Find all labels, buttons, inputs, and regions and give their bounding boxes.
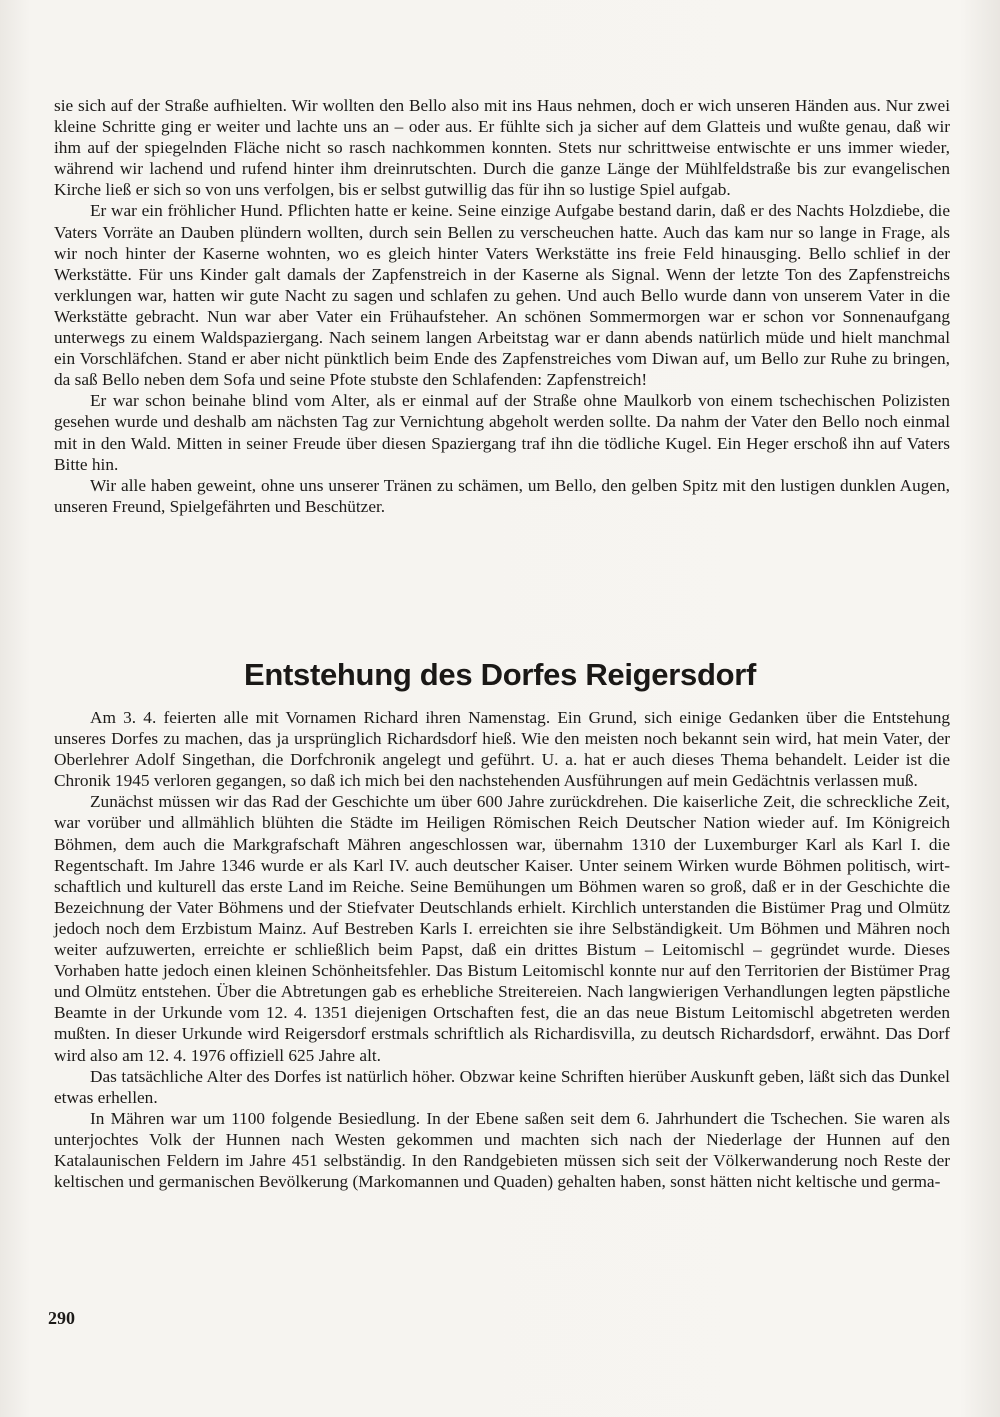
article-title: Entstehung des Dorfes Reigersdorf bbox=[243, 657, 756, 692]
story-paragraph-1: sie sich auf der Straße aufhielten. Wir wollten den Bello also mit ins Haus nehmen, doch er wich unseren Händen aus. Nur zwei kleine Schritte ging er weiter und lachte uns an – oder aus. Er fühlte sich ja sicher auf dem Glatteis und wußte genau, daß wir ihm auf der spiegelnden Fläche nicht so rasch nachkommen konnten. Stets nur schrittweise entwischte er uns immer wieder, während wir lachend und rufend hinter ihm dreinrutschten. Durch die ganze Länge der Mühlfeldstraße bis zur evangelischen Kirche ließ er sich so von uns verfolgen, bis er selbst gutwillig das für ihn so lustige Spiel aufgab. bbox=[54, 96, 950, 200]
article-paragraph-4: In Mähren war um 1100 folgende Besiedlung. In der Ebene saßen seit dem 6. Jahrhundert die Tschechen. Sie waren als unterjochtes Volk der Hunnen nach Westen gekommen und machten sich nach der Niederlage der Hunnen auf den Katalaunischen Feldern im Jahre 451 selbständig. In den Randgebieten müssen sich seit der Völkerwanderung noch Reste der keltischen und germanischen Bevölkerung (Markomannen und Quaden) gehalten haben, sonst hätten nicht keltische und germa- bbox=[54, 1108, 950, 1192]
story-paragraph-4: Wir alle haben geweint, ohne uns unserer Tränen zu schämen, um Bello, den gelben Spitz mit den lustigen dunklen Augen, unseren Freund, Spielgefährten und Beschützer. bbox=[54, 475, 950, 516]
article-paragraph-1: Am 3. 4. feierten alle mit Vornamen Richard ihren Namenstag. Ein Grund, sich einige Gedanken über die Entstehung unseres Dorfes zu machen, das ja ursprünglich Richardsdorf hieß. Wie den meisten noch bekannt sein wird, hat mein Vater, der Oberlehrer Adolf Singethan, die Dorfchronik angelegt und geführt. U. a. hat er auch dieses Thema behandelt. Leider ist die Chronik 1945 verloren gegangen, so daß ich mich bei den nachstehenden Ausführungen auf mein Gedächtnis verlassen muß. bbox=[54, 708, 950, 791]
page-number: 290 bbox=[48, 1308, 75, 1328]
story-paragraph-2: Er war ein fröhlicher Hund. Pflichten hatte er keine. Seine einzige Aufgabe bestand darin, daß er des Nachts Holzdiebe, die Vaters Vorräte an Dauben plündern wollten, durch sein Bellen zu verscheuchen hatte. Auch das kam nur so lange in Frage, als wir noch hinter der Kaserne wohnten, wo es gleich hinter Vaters Werkstätte ins freie Feld hinausging. Bello schlief in der Werkstätte. Für uns Kinder galt damals der Zapfenstreich in der Kaserne als Signal. Wenn der letzte Ton des Zapfenstreichs verklungen war, hatten wir gute Nacht zu sagen und schlafen zu gehen. Und auch Bello wurde dann von unserem Vater in die Werkstätte gebracht. Nun war aber Vater ein Frühaufsteher. An schönen Sommermorgen war er schon vor Sonnenaufgang unterwegs zu einem Waldspaziergang. Nach seinem langen Arbeitstag war er dann abends natürlich müde und hielt manchmal ein Vorschläfchen. Stand er aber nicht pünktlich beim Ende des Zapfenstreiches vom Diwan auf, um Bello zur Ruhe zu bringen, da saß Bello neben dem Sofa und seine Pfote stubste den Schlafenden: Zapfenstreich! bbox=[54, 201, 950, 390]
story-paragraph-3: Er war schon beinahe blind vom Alter, als er einmal auf der Straße ohne Maulkorb von einem tschechischen Polizisten gesehen wurde und deshalb am nächsten Tag zur Vernichtung abgeholt werden sollte. Da nahm der Vater den Bello noch einmal mit in den Wald. Mitten in seiner Freude über diesen Spaziergang traf ihn die tödliche Kugel. Ein Heger erschoß ihn auf Vaters Bitte hin. bbox=[54, 391, 950, 474]
article-text bbox=[54, 707, 950, 1192]
article-paragraph-2: Zunächst müssen wir das Rad der Geschichte um über 600 Jahre zurückdrehen. Die kaiserliche Zeit, die schreckliche Zeit, war vorüber und allmählich blühten die Städte im Heiligen Römischen Reich Deutscher Nation wieder auf. Im Königreich Böhmen, dem auch die Markgrafschaft Mähren angeschlossen war, übernahm 1310 der Luxemburger Karl als Karl I. die Regentschaft. Im Jahre 1346 wurde er als Karl IV. auch deutscher Kaiser. Unter seinem Wirken wurde Böhmen politisch, wirtschaftlich und kulturell das erste Land im Reiche. Seine Bemühungen um Böhmen waren so groß, daß er in der Geschichte die Bezeichnung der Vater Böhmens und der Stiefvater Deutschlands erhielt. Kirchlich unterstanden die Bistümer Prag und Olmütz jedoch noch dem Erzbistum Mainz. Auf Bestreben Karls I. erreichten sie ihre Selbständigkeit. Um Böhmen und Mähren noch weiter aufzuwerten, erreichte er schließlich beim Papst, daß ein drittes Bistum – Leitomischl – gegründet wurde. Dieses Vorhaben hatte jedoch einen kleinen Schönheitsfehler. Das Bistum Leitomischl konnte nur auf den Territorien der Bistümer Prag und Olmütz entstehen. Über die Abtretungen gab es erhebliche Streitereien. Nach langwierigen Verhandlungen legten päpstliche Beamte in der Urkunde vom 12. 4. 1351 diejenigen Ortschaften fest, die an das neue Bistum Leitomischl abgetreten werden mußten. In dieser Urkunde wird Reigersdorf erstmals schriftlich als Richardisvilla, zu deutsch Richardsdorf, erwähnt. Das Dorf wird also am 12. 4. 1976 offiziell 625 Jahre alt. bbox=[54, 792, 950, 1065]
article-paragraph-3: Das tatsächliche Alter des Dorfes ist natürlich höher. Obzwar keine Schriften hierüber Auskunft geben, läßt sich das Dunkel etwas erhellen. bbox=[54, 1066, 950, 1107]
story-text bbox=[54, 95, 950, 517]
